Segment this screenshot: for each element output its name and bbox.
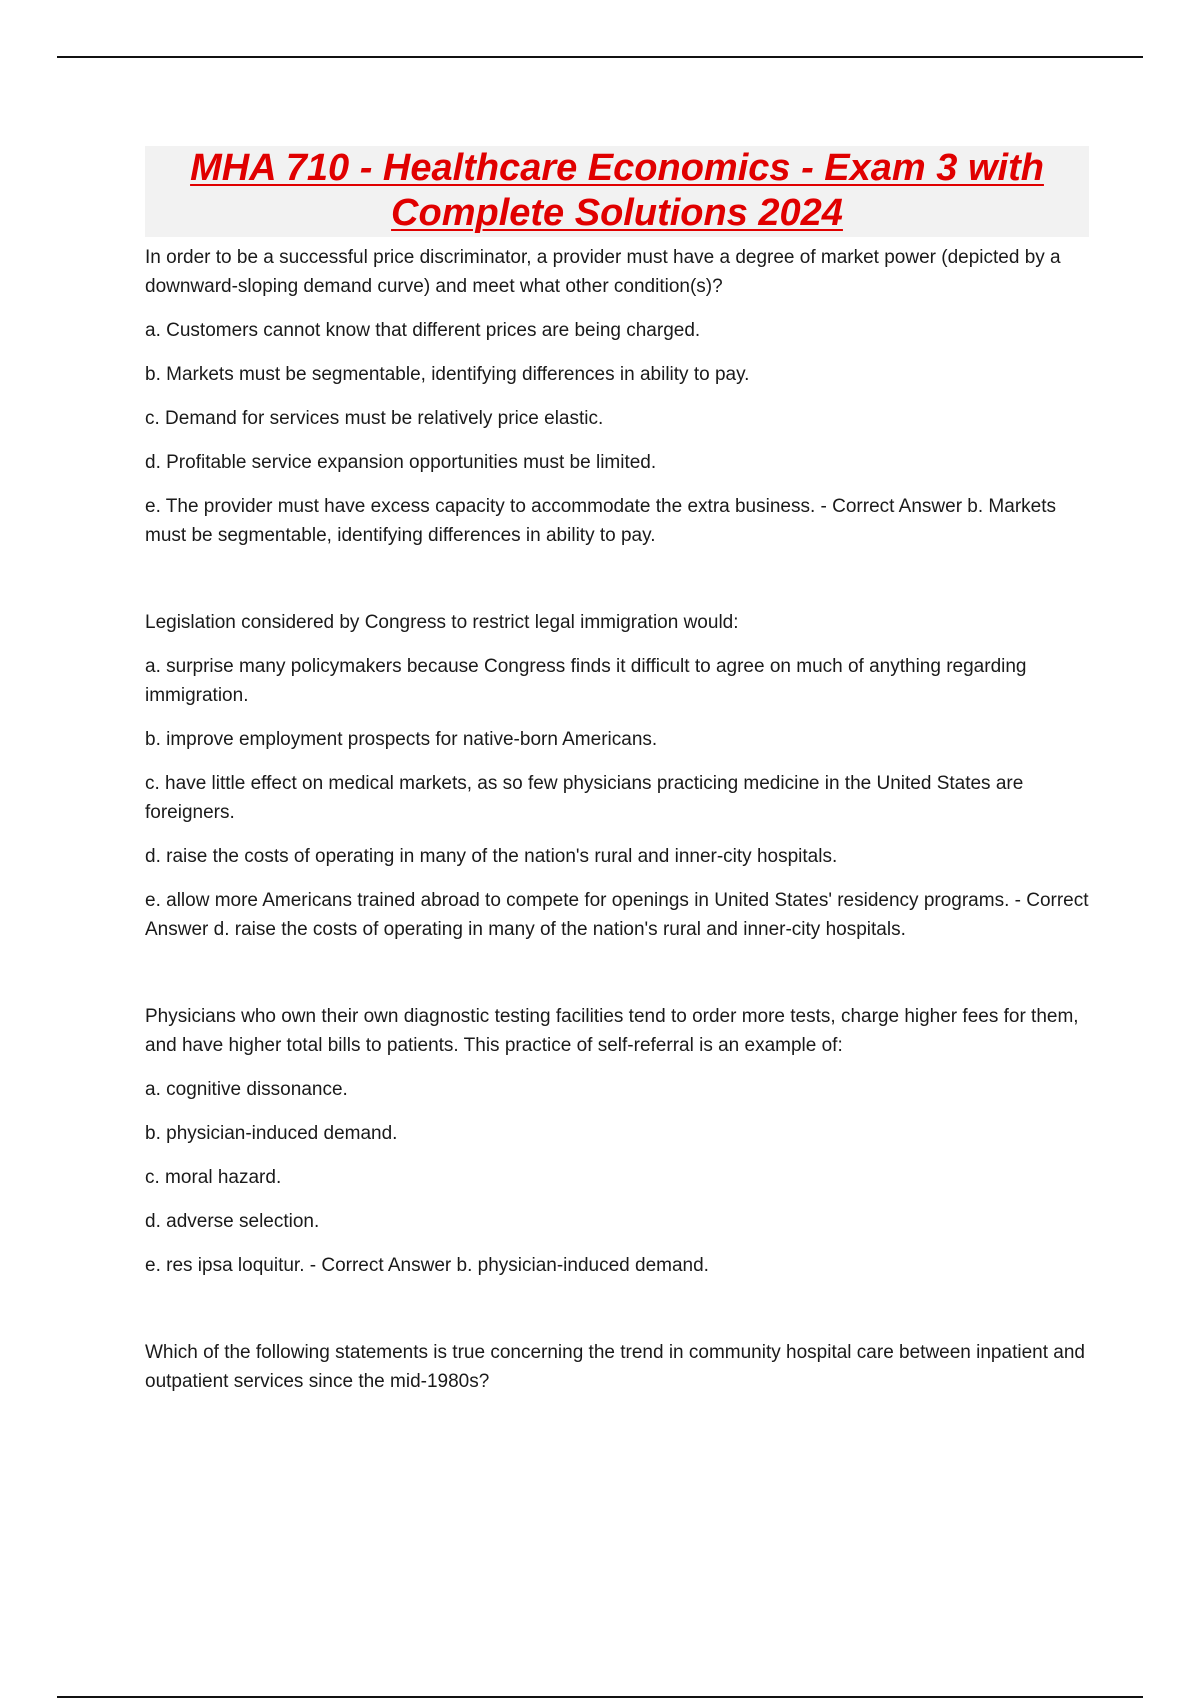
answer-option: c. Demand for services must be relatively price elastic. <box>145 408 604 429</box>
question-stem: Which of the following statements is true concerning the trend in community hospital care between inpatient and outpatient services since the mid-1980s? <box>145 1342 1085 1392</box>
answer-option: e. allow more Americans trained abroad to compete for openings in United States' residency programs. - Correct Answer d. raise the costs of operating in many of the nation's rural and inner-city hospitals. <box>145 890 1089 940</box>
answer-option: b. physician-induced demand. <box>145 1123 398 1144</box>
answer-option: d. adverse selection. <box>145 1211 320 1232</box>
answer-option: c. moral hazard. <box>145 1167 282 1188</box>
question-3 <box>145 1002 1089 1280</box>
bottom-rule <box>57 1696 1143 1698</box>
title-line-2: Complete Solutions 2024 <box>391 192 843 234</box>
answer-option: b. improve employment prospects for native-born Americans. <box>145 729 658 750</box>
question-2 <box>145 608 1089 944</box>
answer-option: e. The provider must have excess capacity to accommodate the extra business. - Correct Answer b. Markets must be segmentable, identifying differences in ability to pay. <box>145 496 1056 546</box>
answer-option: d. Profitable service expansion opportunities must be limited. <box>145 452 657 473</box>
document-body <box>145 146 1089 1454</box>
answer-option: c. have little effect on medical markets, as so few physicians practicing medicine in the United States are foreigners. <box>145 773 1024 823</box>
question-stem: In order to be a successful price discriminator, a provider must have a degree of market power (depicted by a downward-sloping demand curve) and meet what other condition(s)? <box>145 247 1061 297</box>
answer-option: b. Markets must be segmentable, identifying differences in ability to pay. <box>145 364 750 385</box>
title-line-1: MHA 710 - Healthcare Economics - Exam 3 with <box>190 147 1044 189</box>
document-title <box>145 146 1089 237</box>
question-1 <box>145 243 1089 550</box>
answer-option: a. surprise many policymakers because Congress finds it difficult to agree on much of anything regarding immigration. <box>145 656 1027 706</box>
answer-option: a. Customers cannot know that different prices are being charged. <box>145 320 701 341</box>
question-stem: Physicians who own their own diagnostic testing facilities tend to order more tests, charge higher fees for them, and have higher total bills to patients. This practice of self-referral is an example of: <box>145 1006 1079 1056</box>
question-4 <box>145 1338 1089 1396</box>
answer-option: a. cognitive dissonance. <box>145 1079 348 1100</box>
answer-option: e. res ipsa loquitur. - Correct Answer b. physician-induced demand. <box>145 1255 709 1276</box>
top-rule <box>57 56 1143 58</box>
question-stem: Legislation considered by Congress to restrict legal immigration would: <box>145 612 739 633</box>
answer-option: d. raise the costs of operating in many of the nation's rural and inner-city hospitals. <box>145 846 838 867</box>
